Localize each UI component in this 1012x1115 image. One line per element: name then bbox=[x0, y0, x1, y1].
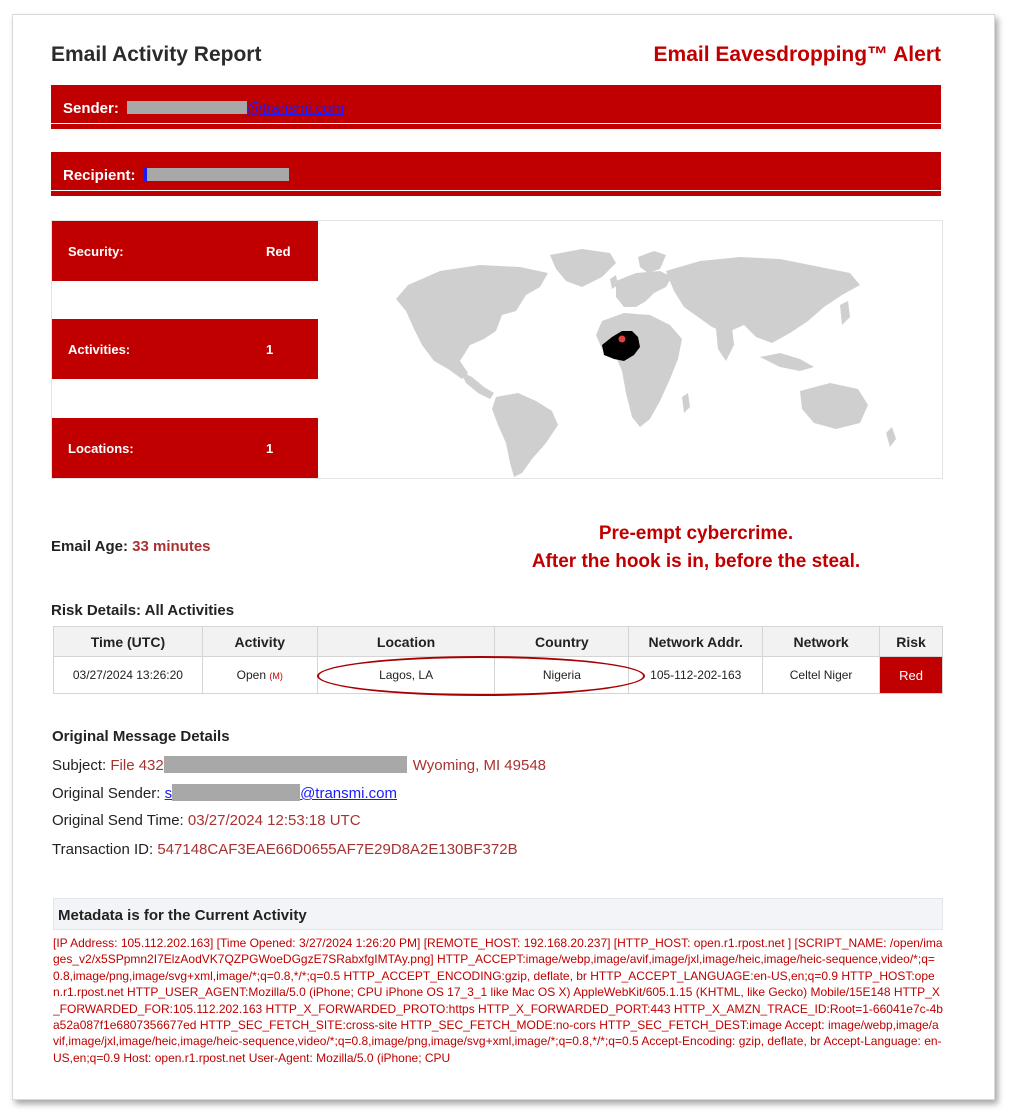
report-page bbox=[12, 14, 995, 1100]
recipient-bar bbox=[51, 152, 941, 196]
column-header-network-addr: Network Addr. bbox=[629, 627, 763, 657]
transaction-line bbox=[52, 841, 518, 858]
original-sender-link[interactable]: @transmi.com bbox=[300, 785, 397, 802]
risk-details-heading: Risk Details: All Activities bbox=[51, 602, 235, 619]
redacted-block bbox=[144, 168, 289, 181]
sender-email-link[interactable]: @transmi.com bbox=[247, 100, 344, 117]
alert-title: Email Eavesdropping™ Alert bbox=[653, 43, 941, 66]
locations-value: 1 bbox=[266, 441, 274, 456]
security-label: Security: bbox=[68, 244, 124, 259]
redacted-block bbox=[172, 784, 300, 801]
column-header-risk: Risk bbox=[880, 627, 943, 657]
activities-label: Activities: bbox=[68, 342, 131, 357]
metadata-header bbox=[53, 898, 943, 930]
send-time-line bbox=[52, 812, 361, 829]
send-time-label: Original Send Time: bbox=[52, 812, 184, 829]
locations-label: Locations: bbox=[68, 441, 134, 456]
metadata-heading: Metadata is for the Current Activity bbox=[58, 907, 307, 924]
activities-value: 1 bbox=[266, 342, 274, 357]
subject-line bbox=[52, 756, 546, 774]
slogan-line-2: After the hook is in, before the steal. bbox=[531, 551, 861, 572]
sender-label: Sender: bbox=[63, 100, 119, 117]
transaction-label: Transaction ID: bbox=[52, 841, 154, 858]
sender-bar bbox=[51, 85, 941, 129]
subject-suffix: Wyoming, MI 49548 bbox=[412, 757, 547, 774]
highlight-oval bbox=[317, 656, 645, 696]
cell-network-addr: 105-112-202-163 bbox=[629, 657, 763, 694]
cell-location: Lagos, LA bbox=[317, 657, 495, 694]
redacted-block bbox=[164, 756, 407, 773]
slogan-line-1: Pre-empt cybercrime. bbox=[598, 523, 794, 544]
column-header-time: Time (UTC) bbox=[54, 627, 203, 657]
transaction-value: 547148CAF3EAE66D0655AF7E29D8A2E130BF372B bbox=[157, 841, 518, 858]
recipient-label: Recipient: bbox=[63, 167, 136, 184]
cell-risk: Red bbox=[880, 657, 943, 694]
risk-table-header-row bbox=[54, 627, 943, 657]
summary-panel bbox=[51, 220, 943, 479]
world-map bbox=[320, 221, 942, 478]
column-header-country: Country bbox=[495, 627, 629, 657]
activities-stat bbox=[52, 319, 318, 379]
redacted-block bbox=[127, 101, 247, 114]
security-value: Red bbox=[266, 244, 291, 259]
report-title: Email Activity Report bbox=[51, 43, 262, 66]
email-age bbox=[51, 538, 211, 555]
activity-value: Open bbox=[236, 668, 267, 682]
cell-country: Nigeria bbox=[495, 657, 629, 694]
email-age-label: Email Age: bbox=[51, 538, 128, 555]
column-header-network: Network bbox=[763, 627, 880, 657]
original-message-heading: Original Message Details bbox=[52, 728, 230, 745]
original-sender-prefix[interactable]: s bbox=[164, 785, 173, 802]
send-time-value: 03/27/2024 12:53:18 UTC bbox=[187, 812, 361, 829]
original-sender-line bbox=[52, 784, 397, 802]
metadata-text: [IP Address: 105.112.202.163] [Time Opened: 3/27/2024 1:26:20 PM] [REMOTE_HOST: 192.168.20.237] [HTTP_HOST: open.r1.rpost.net ] [SCRIPT_NAME: /open/images_v2/x5SPpmn2I7ElzAodVK7QZPGWoeDGgzE7SRabxfgIMTAy.png] HTTP_ACCEPT:image/webp,image/avif,image/jxl,image/heic,image/heic-sequence,video/*;q=0.8,image/png,image/svg+xml,image/*;q=0.8,*/*;q=0.5 HTTP_ACCEPT_ENCODING:gzip, deflate, br HTTP_ACCEPT_LANGUAGE:en-US,en;q=0.9 HTTP_HOST:open.r1.rpost.net HTTP_USER_AGENT:Mozilla/5.0 (iPhone; CPU iPhone OS 17_3_1 like Mac OS X) AppleWebKit/605.1.15 (KHTML, like Gecko) Mobile/15E148 HTTP_X_FORWARDED_FOR:105.112.202.163 HTTP_X_FORWARDED_PROTO:https HTTP_X_FORWARDED_PORT:443 HTTP_X_AMZN_TRACE_ID:Root=1-66041e7c-4ba52a087f1e6807356677ed HTTP_SEC_FETCH_SITE:cross-site HTTP_SEC_FETCH_MODE:no-cors HTTP_SEC_FETCH_DEST:image Accept: image/webp,image/avif,image/jxl,image/heic,image/heic-sequence,video/*;q=0.8,image/png,image/svg+xml,image/*;q=0.8,*/*;q=0.5 Accept-Encoding: gzip, deflate, br Accept-Language: en-US,en;q=0.9 Host: open.r1.rpost.net User-Agent: Mozilla/5.0 (iPhone; CPU bbox=[53, 936, 943, 1065]
subject-label: Subject: bbox=[52, 757, 107, 774]
activity-tag: (M) bbox=[269, 671, 283, 681]
original-sender-label: Original Sender: bbox=[52, 785, 161, 802]
cell-time: 03/27/2024 13:26:20 bbox=[54, 657, 203, 694]
cell-activity bbox=[202, 657, 317, 694]
map-land bbox=[396, 249, 896, 477]
locations-stat bbox=[52, 418, 318, 478]
cell-network: Celtel Niger bbox=[763, 657, 880, 694]
location-marker-icon bbox=[619, 336, 626, 343]
email-age-value: 33 minutes bbox=[132, 538, 211, 555]
column-header-activity: Activity bbox=[202, 627, 317, 657]
slogan bbox=[481, 520, 911, 576]
subject-prefix: File 432 bbox=[110, 757, 164, 774]
security-stat bbox=[52, 221, 318, 281]
report-header bbox=[51, 43, 941, 73]
column-header-location: Location bbox=[317, 627, 495, 657]
